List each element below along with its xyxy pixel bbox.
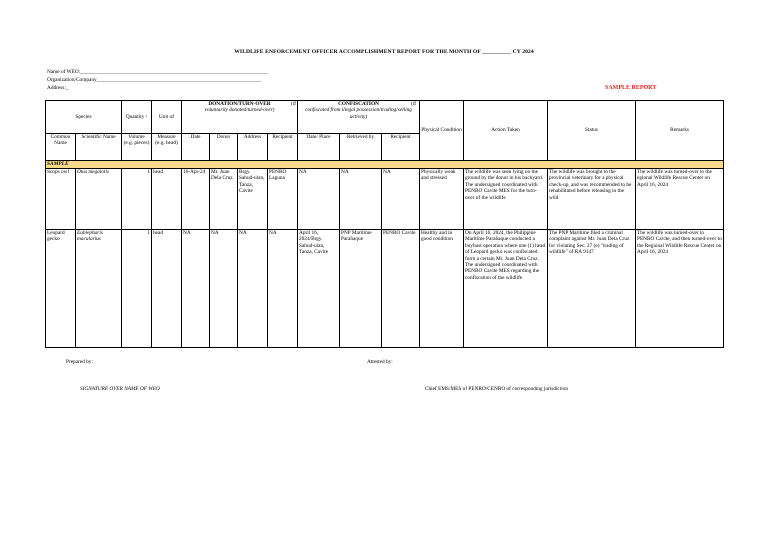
action-taken-cell: The wildlife was seen lying on the ground by the donor in his backyard. The undersigned coordinated with PENRO Cavite MES for the turn-over of the wildlife bbox=[464, 169, 548, 230]
report-title: WILDLIFE ENFORCEMENT OFFICER ACCOMPLISHMENT REPORT FOR THE MONTH OF __________ CY 2024 bbox=[234, 49, 534, 55]
address-cell: NA bbox=[238, 230, 268, 348]
attested-by-label: Attested by: bbox=[367, 359, 393, 365]
measure-header: Measure (e.g. head) bbox=[152, 134, 182, 161]
retrieved-by-header: Retrieved by bbox=[340, 134, 382, 161]
scientific-name-header: Scientific Name bbox=[76, 134, 122, 161]
recipient2-cell: NA bbox=[382, 169, 420, 230]
donation-if: (if bbox=[291, 101, 296, 107]
remarks-cell: The wildlife was turned-over to the egional Wildlife Rescue Center on April 16, 2024 bbox=[636, 169, 724, 230]
name-of-weo-line[interactable]: Name of WEO:_______________________________________________________________________ bbox=[47, 69, 269, 75]
status-cell: The wildlife was brought to the provincial veterinary for a physical check-up, and was recommended to be rehabilitated before releasing in the wild bbox=[548, 169, 636, 230]
date-place-cell: NA bbox=[298, 169, 340, 230]
retrieved-by-cell: NA bbox=[340, 169, 382, 230]
chief-label: Chief EMS/MES of PENRO/CENRO of corresponding jurisdiction bbox=[425, 386, 569, 392]
accomplishment-table bbox=[45, 100, 724, 348]
measure-cell: head bbox=[152, 230, 182, 348]
physical-condition-cell: Healthy and in good condition bbox=[420, 230, 464, 348]
volume-header: Volume (e.g. pieces) bbox=[122, 134, 152, 161]
remarks-cell: The wildlife was turned-over to PENRO Cavite, and then turned-over to the Regional Wildlife Rescue Center on April 16, 2024 bbox=[636, 230, 724, 348]
common-name-cell: Leopard gecko bbox=[46, 230, 76, 348]
donation-header bbox=[182, 101, 298, 134]
recipient-cell: NA bbox=[268, 230, 298, 348]
address-cell: Brgy. Sahud-ulan, Tanza, Cavite bbox=[238, 169, 268, 230]
address-header: Address bbox=[238, 134, 268, 161]
donor-cell: NA bbox=[210, 230, 238, 348]
species-header: Species bbox=[46, 101, 122, 134]
table-row bbox=[46, 169, 724, 230]
donation-subtitle: voluntarily donated/turned-over) bbox=[204, 107, 275, 114]
recipient-header: Recipient bbox=[268, 134, 298, 161]
physical-condition-cell: Physically weak and stressed bbox=[420, 169, 464, 230]
donor-cell: Mr. Juan Dela Cruz bbox=[210, 169, 238, 230]
confiscation-title: CONFISCATION bbox=[338, 101, 379, 107]
prepared-by-label: Prepared by: bbox=[66, 359, 93, 365]
recipient-cell: PENRO Laguna bbox=[268, 169, 298, 230]
confiscation-if: (if bbox=[411, 101, 416, 107]
retrieved-by-cell: PNP Maritime Parañaque bbox=[340, 230, 382, 348]
recipient2-cell: PENRO Cavite bbox=[382, 230, 420, 348]
remarks-header: Remarks bbox=[636, 101, 724, 161]
sample-row-label: SAMPLE bbox=[46, 161, 724, 169]
action-taken-header: Action Taken bbox=[464, 101, 548, 161]
date-cell: NA bbox=[182, 230, 210, 348]
donation-title: DONATION/TURN-OVER bbox=[208, 101, 271, 107]
common-name-header: Common Name bbox=[46, 134, 76, 161]
table-row bbox=[46, 230, 724, 348]
signature-label: SIGNATURE OVER NAME OF WEO bbox=[80, 386, 160, 392]
quantity-header: Quantity / bbox=[122, 101, 152, 134]
volume-cell: 1 bbox=[122, 230, 152, 348]
scientific-name-cell: Eublepharis macularius bbox=[76, 230, 122, 348]
date-header: Date bbox=[182, 134, 210, 161]
donor-header: Donor bbox=[210, 134, 238, 161]
address-line[interactable]: Address:_ bbox=[47, 85, 69, 91]
scientific-name-cell: Otus megalotis bbox=[76, 169, 122, 230]
physical-condition-header: Physical Condition bbox=[420, 101, 464, 161]
common-name-cell: Scops owl bbox=[46, 169, 76, 230]
unit-of-header: Unit of bbox=[152, 101, 182, 134]
sample-report-label: SAMPLE REPORT bbox=[605, 85, 657, 91]
date-place-header: Date/ Place bbox=[298, 134, 340, 161]
status-header: Status bbox=[548, 101, 636, 161]
measure-cell: head bbox=[152, 169, 182, 230]
confiscation-subtitle: confiscated from illegal possession/trading/selling activity) bbox=[305, 107, 412, 120]
confiscation-header bbox=[298, 101, 420, 134]
date-place-cell: April 16, 2024/Brgy. Sahud-ulan, Tanza, Cavite bbox=[298, 230, 340, 348]
recipient2-header: Recipient bbox=[382, 134, 420, 161]
status-cell: The PNP Maritime filed a criminal complaint against Mr. Juan Dela Cruz for violating Sec. 27 (e) "trading of wildlife" of RA 9147 bbox=[548, 230, 636, 348]
action-taken-cell: On April 16, 2024, the Philippine Maritime Parañaque conducted a buybust operation where one (1) head of Leopard gecko was confiscated form a certain Mr. Juan Dela Cruz. The undersigned coordinated with PENRO Cavite MES regarding the confiscation of the wildlife bbox=[464, 230, 548, 348]
organization-line[interactable]: Organization/Company______________________________________________________________ bbox=[47, 77, 261, 83]
date-cell: 16-Apr-24 bbox=[182, 169, 210, 230]
volume-cell: 1 bbox=[122, 169, 152, 230]
